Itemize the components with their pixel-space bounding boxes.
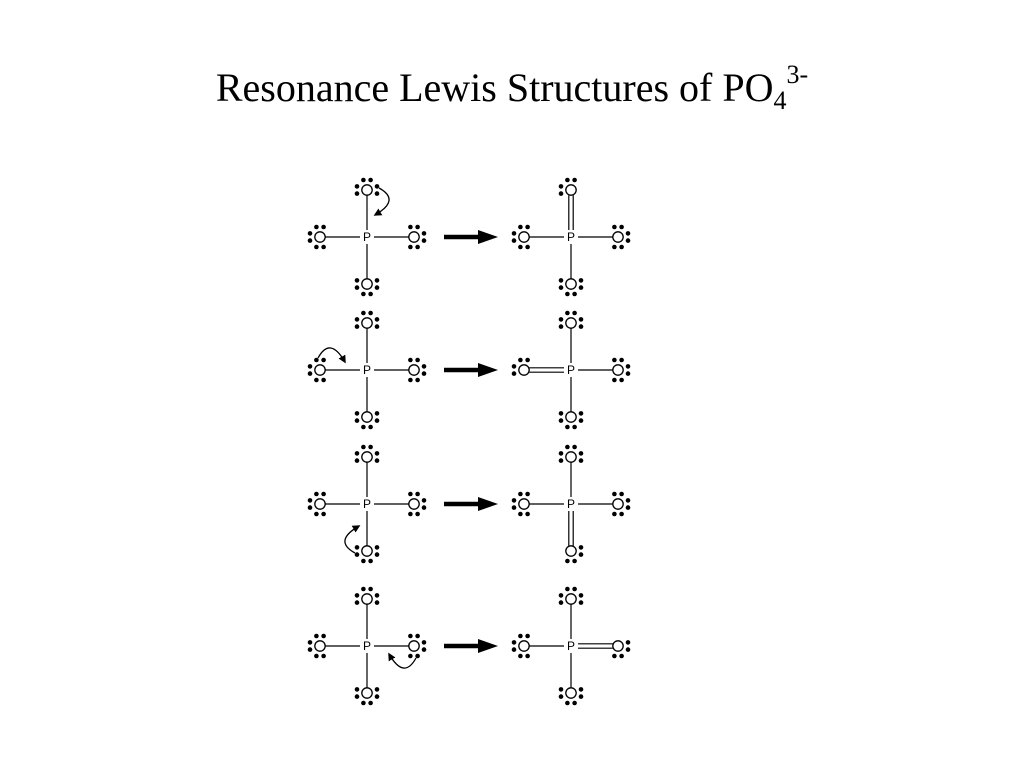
resonance-row-3-reactant-lone-pairs-left-dot [314,512,319,517]
resonance-row-2-reactant-lone-pairs-right-dot [415,378,420,383]
resonance-row-1-reactant-lone-pairs-bottom-dot [361,292,366,297]
resonance-row-1-reactant-lone-pairs-bottom-dot [355,278,360,283]
resonance-row-4-reactant-lone-pairs-right-dot [408,654,413,659]
resonance-row-3-product-lone-pairs-top-dot [559,451,564,456]
resonance-row-3-product-lone-pairs-left-dot [518,512,523,517]
resonance-row-4-reactant-lone-pairs-left-dot [308,647,313,652]
resonance-row-4-reactant-lone-pairs-top-dot [375,593,380,598]
resonance-row-2-reactant-lone-pairs-top-dot [375,324,380,329]
resonance-row-4-reactant [308,587,427,706]
resonance-row-1-product-lone-pairs-top-dot [559,184,564,189]
resonance-row-2-product-oxygen-top [566,318,576,328]
resonance-row-2-reactant-lone-pairs-bottom-dot [368,425,373,430]
resonance-row-3-product-lone-pairs-right-dot [619,512,624,517]
resonance-row-3-reactant-lone-pairs-bottom-dot [355,545,360,550]
resonance-row-4-product-lone-pairs-left-dot [518,634,523,639]
resonance-row-3-product-oxygen-top [566,452,576,462]
resonance-row-1-product-lone-pairs-right-dot [612,225,617,230]
resonance-row-3-reactant-lone-pairs-bottom-dot [355,552,360,557]
resonance-row-2-reactant-lone-pairs-bottom-dot [355,411,360,416]
resonance-row-1-product-lone-pairs-right-dot [626,231,631,236]
title-subscript: 4 [773,86,787,115]
resonance-row-3-reactant-lone-pairs-right-dot [408,492,413,497]
resonance-row-1-reactant-lone-pairs-top-dot [355,191,360,196]
resonance-row-2-product-lone-pairs-right-dot [612,378,617,383]
resonance-row-1-reactant-lone-pairs-top-dot [368,178,373,183]
resonance-row-3-product-lone-pairs-right-dot [612,492,617,497]
resonance-row-2-reactant [308,311,427,430]
resonance-row-2-product-lone-pairs-bottom-dot [579,418,584,423]
resonance-row-3-reactant-lone-pairs-bottom-dot [361,559,366,564]
resonance-row-4-product-lone-pairs-top-dot [579,593,584,598]
resonance-row-1-product-oxygen-bottom [566,279,576,289]
resonance-row-4-reactant-lone-pairs-bottom-dot [361,701,366,706]
resonance-row-1-reactant-oxygen-right [409,232,419,242]
resonance-row-2-reactant-lone-pairs-left-dot [308,371,313,376]
resonance-row-4-product-lone-pairs-bottom-dot [559,687,564,692]
resonance-row-2-reactant-lone-pairs-left-dot [321,358,326,363]
resonance-row-2-reactant-lone-pairs-right-dot [408,358,413,363]
resonance-row-4-reactant-lone-pairs-right-dot [422,640,427,645]
resonance-row-2-product-oxygen-left [519,365,529,375]
resonance-row-2-product-lone-pairs-top-dot [579,324,584,329]
resonance-row-2-product-phosphorus-label: P [566,363,576,377]
resonance-row-1-product-lone-pairs-right-dot [619,225,624,230]
resonance-row-4-reactant-oxygen-top [362,594,372,604]
resonance-row-1-product-lone-pairs-bottom-dot [579,285,584,290]
resonance-row-1-product-lone-pairs-left-dot [525,245,530,250]
resonance-row-1-reactant-lone-pairs-right-dot [422,231,427,236]
resonance-row-3-product-lone-pairs-bottom-dot [565,559,570,564]
resonance-row-1-reactant-lone-pairs-top-dot [375,191,380,196]
resonance-row-3-product-lone-pairs-top-dot [565,445,570,450]
resonance-row-1-reactant-oxygen-top [362,185,372,195]
resonance-row-1-reactant [308,178,427,297]
resonance-row-1-product-lone-pairs-right-dot [619,245,624,250]
resonance-row-4-product-phosphorus-label: P [566,639,576,653]
resonance-row-3-product-lone-pairs-left-dot [525,512,530,517]
resonance-row-2-reactant-lone-pairs-top-dot [355,324,360,329]
resonance-row-3-reactant-lone-pairs-left-dot [321,492,326,497]
resonance-row-2-product-oxygen-right [613,365,623,375]
resonance-row-3-reactant-lone-pairs-bottom-dot [375,545,380,550]
resonance-row-1-reactant-lone-pairs-left-dot [321,245,326,250]
resonance-row-1-product-oxygen-left [519,232,529,242]
resonance-row-2-reactant-oxygen-left [315,365,325,375]
resonance-row-1-product-lone-pairs-right-dot [612,245,617,250]
resonance-row-4-reactant-lone-pairs-left-dot [314,654,319,659]
resonance-row-2-reactant-lone-pairs-top-dot [368,311,373,316]
resonance-row-3-reaction-arrow [444,497,498,511]
resonance-row-4-product-lone-pairs-top-dot [565,587,570,592]
resonance-row-3-product-lone-pairs-left-dot [512,505,517,510]
resonance-row-1-product [512,178,631,297]
resonance-row-4-product-lone-pairs-bottom-dot [565,701,570,706]
resonance-row-3-product [512,445,631,564]
resonance-row-1-product-lone-pairs-left-dot [512,238,517,243]
resonance-row-2-product-lone-pairs-right-dot [626,364,631,369]
title-main: Resonance Lewis Structures of PO [215,65,774,110]
resonance-row-4-reaction-arrow-head [478,639,498,653]
resonance-row-1-product-lone-pairs-bottom-dot [565,292,570,297]
resonance-row-2-reactant-lone-pairs-bottom-dot [375,411,380,416]
resonance-row-1-product-lone-pairs-bottom-dot [559,278,564,283]
resonance-row-2-reactant-lone-pairs-bottom-dot [355,418,360,423]
resonance-row-3-product-lone-pairs-top-dot [579,458,584,463]
resonance-row-4-reactant-lone-pairs-right-dot [408,634,413,639]
resonance-row-1-reactant-lone-pairs-top-dot [361,178,366,183]
resonance-row-2-reactant-lone-pairs-bottom-dot [375,418,380,423]
resonance-row-1-product-lone-pairs-bottom-dot [579,278,584,283]
resonance-row-4-reactant-oxygen-bottom [362,688,372,698]
resonance-row-1-reactant-lone-pairs-bottom-dot [355,285,360,290]
resonance-row-2-reactant-lone-pairs-top-dot [355,317,360,322]
resonance-row-3-reactant-lone-pairs-right-dot [422,505,427,510]
resonance-row-1-product-lone-pairs-left-dot [518,245,523,250]
resonance-row-2-reactant-lone-pairs-left-dot [308,364,313,369]
resonance-row-4-reactant-lone-pairs-bottom-dot [368,701,373,706]
resonance-row-1-reactant-phosphorus-label: P [362,230,372,244]
resonance-row-3-reactant-lone-pairs-right-dot [415,492,420,497]
resonance-row-1-reactant-lone-pairs-bottom-dot [368,292,373,297]
resonance-row-2-product-lone-pairs-left-dot [512,371,517,376]
resonance-row-4-reactant-phosphorus-label: P [362,639,372,653]
resonance-row-3-product-lone-pairs-left-dot [525,492,530,497]
resonance-row-4-reactant-lone-pairs-right-dot [422,647,427,652]
resonance-row-3-product-lone-pairs-right-dot [612,512,617,517]
resonance-row-4-product-lone-pairs-bottom-dot [579,694,584,699]
resonance-row-3-product-lone-pairs-left-dot [518,492,523,497]
resonance-row-3-reactant [308,445,427,564]
resonance-row-4-reactant-lone-pairs-bottom-dot [355,694,360,699]
resonance-row-3-product-lone-pairs-bottom-dot [579,552,584,557]
resonance-row-2-product-lone-pairs-right-dot [612,358,617,363]
resonance-row-1-reactant-lone-pairs-top-dot [355,184,360,189]
resonance-row-3-reactant-lone-pairs-left-dot [314,492,319,497]
resonance-row-1-reactant-lone-pairs-right-dot [415,245,420,250]
resonance-row-2-reactant-lone-pairs-right-dot [422,371,427,376]
resonance-row-3-reactant-oxygen-top [362,452,372,462]
resonance-row-1-product-lone-pairs-left-dot [512,231,517,236]
resonance-row-1-reactant-oxygen-bottom [362,279,372,289]
resonance-row-3-product-lone-pairs-right-dot [626,505,631,510]
resonance-row-1-reactant-lone-pairs-left-dot [314,225,319,230]
resonance-row-1-reactant-lone-pairs-bottom-dot [375,285,380,290]
resonance-row-2-product-lone-pairs-top-dot [559,324,564,329]
resonance-row-3-product-lone-pairs-right-dot [619,492,624,497]
resonance-row-3-product-oxygen-bottom [566,546,576,556]
resonance-row-2-reactant-lone-pairs-right-dot [422,364,427,369]
resonance-row-1-product-lone-pairs-bottom-dot [572,292,577,297]
resonance-row-2-product-lone-pairs-bottom-dot [559,411,564,416]
resonance-row-1-reaction-arrow [444,230,498,244]
resonance-row-4-product-lone-pairs-right-dot [619,654,624,659]
resonance-row-1-product-lone-pairs-top-dot [572,178,577,183]
resonance-row-3-reactant-lone-pairs-right-dot [422,498,427,503]
resonance-row-4-product-lone-pairs-right-dot [626,640,631,645]
resonance-row-4-reactant-lone-pairs-top-dot [368,587,373,592]
resonance-row-3-reactant-lone-pairs-left-dot [308,505,313,510]
resonance-row-4-product-lone-pairs-left-dot [512,647,517,652]
resonance-row-3-reactant-lone-pairs-right-dot [415,512,420,517]
resonance-row-4-product-lone-pairs-left-dot [512,640,517,645]
resonance-row-2-reactant-lone-pairs-top-dot [375,317,380,322]
resonance-row-3-reactant-oxygen-bottom [362,546,372,556]
resonance-row-3-reactant-lone-pairs-top-dot [355,451,360,456]
resonance-row-4-reactant-lone-pairs-bottom-dot [375,694,380,699]
resonance-row-3-reaction-arrow-head [478,497,498,511]
resonance-row-4-reactant-lone-pairs-bottom-dot [375,687,380,692]
resonance-row-4-product-oxygen-left [519,641,529,651]
resonance-row-3-product-lone-pairs-bottom-dot [572,559,577,564]
resonance-row-1-reactant-lone-pairs-right-dot [422,238,427,243]
resonance-row-2-product-lone-pairs-bottom-dot [559,418,564,423]
resonance-row-4-product-lone-pairs-right-dot [612,654,617,659]
resonance-row-2-product-lone-pairs-bottom-dot [579,411,584,416]
resonance-row-4-product-oxygen-top [566,594,576,604]
resonance-row-4-product-lone-pairs-top-dot [559,593,564,598]
resonance-row-3-product-oxygen-left [519,499,529,509]
resonance-row-4-reactant-lone-pairs-bottom-dot [355,687,360,692]
resonance-row-2-product-lone-pairs-bottom-dot [572,425,577,430]
resonance-row-4-product-lone-pairs-left-dot [525,654,530,659]
resonance-row-3-reactant-lone-pairs-top-dot [355,458,360,463]
resonance-row-2-product-lone-pairs-top-dot [559,317,564,322]
resonance-row-2-reactant-lone-pairs-left-dot [321,378,326,383]
resonance-row-1-reactant-lone-pairs-left-dot [321,225,326,230]
resonance-row-3-reactant-oxygen-left [315,499,325,509]
resonance-row-4-reactant-lone-pairs-left-dot [321,654,326,659]
resonance-row-2-reactant-lone-pairs-bottom-dot [361,425,366,430]
resonance-row-1-product-lone-pairs-right-dot [626,238,631,243]
resonance-row-4-product-oxygen-right [613,641,623,651]
resonance-row-2-product-lone-pairs-top-dot [565,311,570,316]
resonance-row-1-product-lone-pairs-left-dot [525,225,530,230]
resonance-row-3-reactant-lone-pairs-top-dot [375,451,380,456]
resonance-row-1-reactant-lone-pairs-left-dot [308,231,313,236]
resonance-row-1-reactant-lone-pairs-right-dot [415,225,420,230]
resonance-row-2-reactant-phosphorus-label: P [362,363,372,377]
resonance-row-2-product-lone-pairs-left-dot [518,358,523,363]
resonance-row-4-reactant-lone-pairs-right-dot [415,654,420,659]
resonance-row-3-product-lone-pairs-top-dot [559,458,564,463]
resonance-row-4-product-lone-pairs-left-dot [525,634,530,639]
resonance-row-4-product-lone-pairs-left-dot [518,654,523,659]
resonance-row-4-product-lone-pairs-bottom-dot [559,694,564,699]
resonance-row-3-product-lone-pairs-top-dot [579,451,584,456]
resonance-row-4-product-oxygen-bottom [566,688,576,698]
resonance-row-2-product [512,311,631,430]
resonance-row-3-reactant-lone-pairs-right-dot [408,512,413,517]
resonance-row-1-product-lone-pairs-top-dot [565,178,570,183]
resonance-row-4-reactant-lone-pairs-top-dot [361,587,366,592]
resonance-row-2-product-lone-pairs-top-dot [572,311,577,316]
resonance-row-4-reactant-lone-pairs-top-dot [355,593,360,598]
resonance-row-2-reactant-oxygen-right [409,365,419,375]
resonance-row-2-reaction-arrow-head [478,363,498,377]
resonance-row-2-reactant-oxygen-bottom [362,412,372,422]
resonance-row-3-product-lone-pairs-top-dot [572,445,577,450]
resonance-row-2-reactant-lone-pairs-right-dot [415,358,420,363]
resonance-row-2-reaction-arrow [444,363,498,377]
resonance-row-2-product-lone-pairs-top-dot [579,317,584,322]
resonance-row-1-reactant-oxygen-left [315,232,325,242]
resonance-row-3-reactant-phosphorus-label: P [362,497,372,511]
resonance-row-1-product-lone-pairs-top-dot [559,191,564,196]
resonance-row-4-reactant-lone-pairs-top-dot [375,600,380,605]
resonance-row-4-reactant-oxygen-right [409,641,419,651]
resonance-row-1-reaction-arrow-head [478,230,498,244]
resonance-row-4-reactant-lone-pairs-right-dot [415,634,420,639]
resonance-row-2-product-lone-pairs-left-dot [512,364,517,369]
resonance-row-1-product-oxygen-right [613,232,623,242]
resonance-row-2-reactant-lone-pairs-left-dot [314,358,319,363]
resonance-row-3-reactant-lone-pairs-left-dot [321,512,326,517]
resonance-row-4-reactant-lone-pairs-left-dot [308,640,313,645]
resonance-row-4-reactant-lone-pairs-left-dot [321,634,326,639]
title-superscript: 3- [786,60,809,89]
resonance-row-4-reactant-lone-pairs-left-dot [314,634,319,639]
resonance-row-3-reactant-lone-pairs-bottom-dot [375,552,380,557]
resonance-row-2-product-lone-pairs-right-dot [619,378,624,383]
resonance-row-1-reactant-lone-pairs-left-dot [308,238,313,243]
resonance-row-2-reactant-lone-pairs-right-dot [408,378,413,383]
resonance-row-2-reactant-lone-pairs-top-dot [361,311,366,316]
resonance-row-3-product-lone-pairs-right-dot [626,498,631,503]
resonance-row-4-reactant-oxygen-left [315,641,325,651]
resonance-row-1-reactant-lone-pairs-top-dot [375,184,380,189]
resonance-row-3-product-lone-pairs-bottom-dot [579,545,584,550]
resonance-row-2-reactant-lone-pairs-left-dot [314,378,319,383]
resonance-row-4-product [512,587,631,706]
resonance-row-1-reactant-lone-pairs-right-dot [408,245,413,250]
resonance-row-4-product-lone-pairs-top-dot [579,600,584,605]
resonance-row-1-reactant-lone-pairs-right-dot [408,225,413,230]
resonance-row-1-product-phosphorus-label: P [566,230,576,244]
resonance-row-4-reaction-arrow [444,639,498,653]
resonance-row-4-product-lone-pairs-right-dot [626,647,631,652]
resonance-row-3-reactant-lone-pairs-bottom-dot [368,559,373,564]
resonance-row-4-product-lone-pairs-bottom-dot [572,701,577,706]
resonance-row-2-reactant-oxygen-top [362,318,372,328]
resonance-row-2-product-oxygen-bottom [566,412,576,422]
resonance-row-4-product-lone-pairs-top-dot [572,587,577,592]
resonance-row-3-product-phosphorus-label: P [566,497,576,511]
resonance-row-1-reactant-lone-pairs-left-dot [314,245,319,250]
resonance-row-2-product-lone-pairs-right-dot [619,358,624,363]
resonance-row-2-product-lone-pairs-right-dot [626,371,631,376]
resonance-row-1-product-oxygen-top [566,185,576,195]
resonance-row-3-reactant-oxygen-right [409,499,419,509]
resonance-row-4-reactant-lone-pairs-top-dot [355,600,360,605]
resonance-row-2-product-lone-pairs-left-dot [525,358,530,363]
resonance-row-3-reactant-lone-pairs-top-dot [361,445,366,450]
resonance-row-3-product-oxygen-right [613,499,623,509]
resonance-row-3-reactant-lone-pairs-top-dot [375,458,380,463]
resonance-row-2-product-lone-pairs-bottom-dot [565,425,570,430]
resonance-row-4-product-lone-pairs-top-dot [559,600,564,605]
resonance-row-3-reactant-lone-pairs-left-dot [308,498,313,503]
resonance-row-1-product-lone-pairs-left-dot [518,225,523,230]
resonance-row-3-product-lone-pairs-left-dot [512,498,517,503]
resonance-row-1-reactant-lone-pairs-bottom-dot [375,278,380,283]
resonance-row-3-reactant-lone-pairs-top-dot [368,445,373,450]
resonance-row-1-product-lone-pairs-bottom-dot [559,285,564,290]
resonance-row-4-product-lone-pairs-bottom-dot [579,687,584,692]
